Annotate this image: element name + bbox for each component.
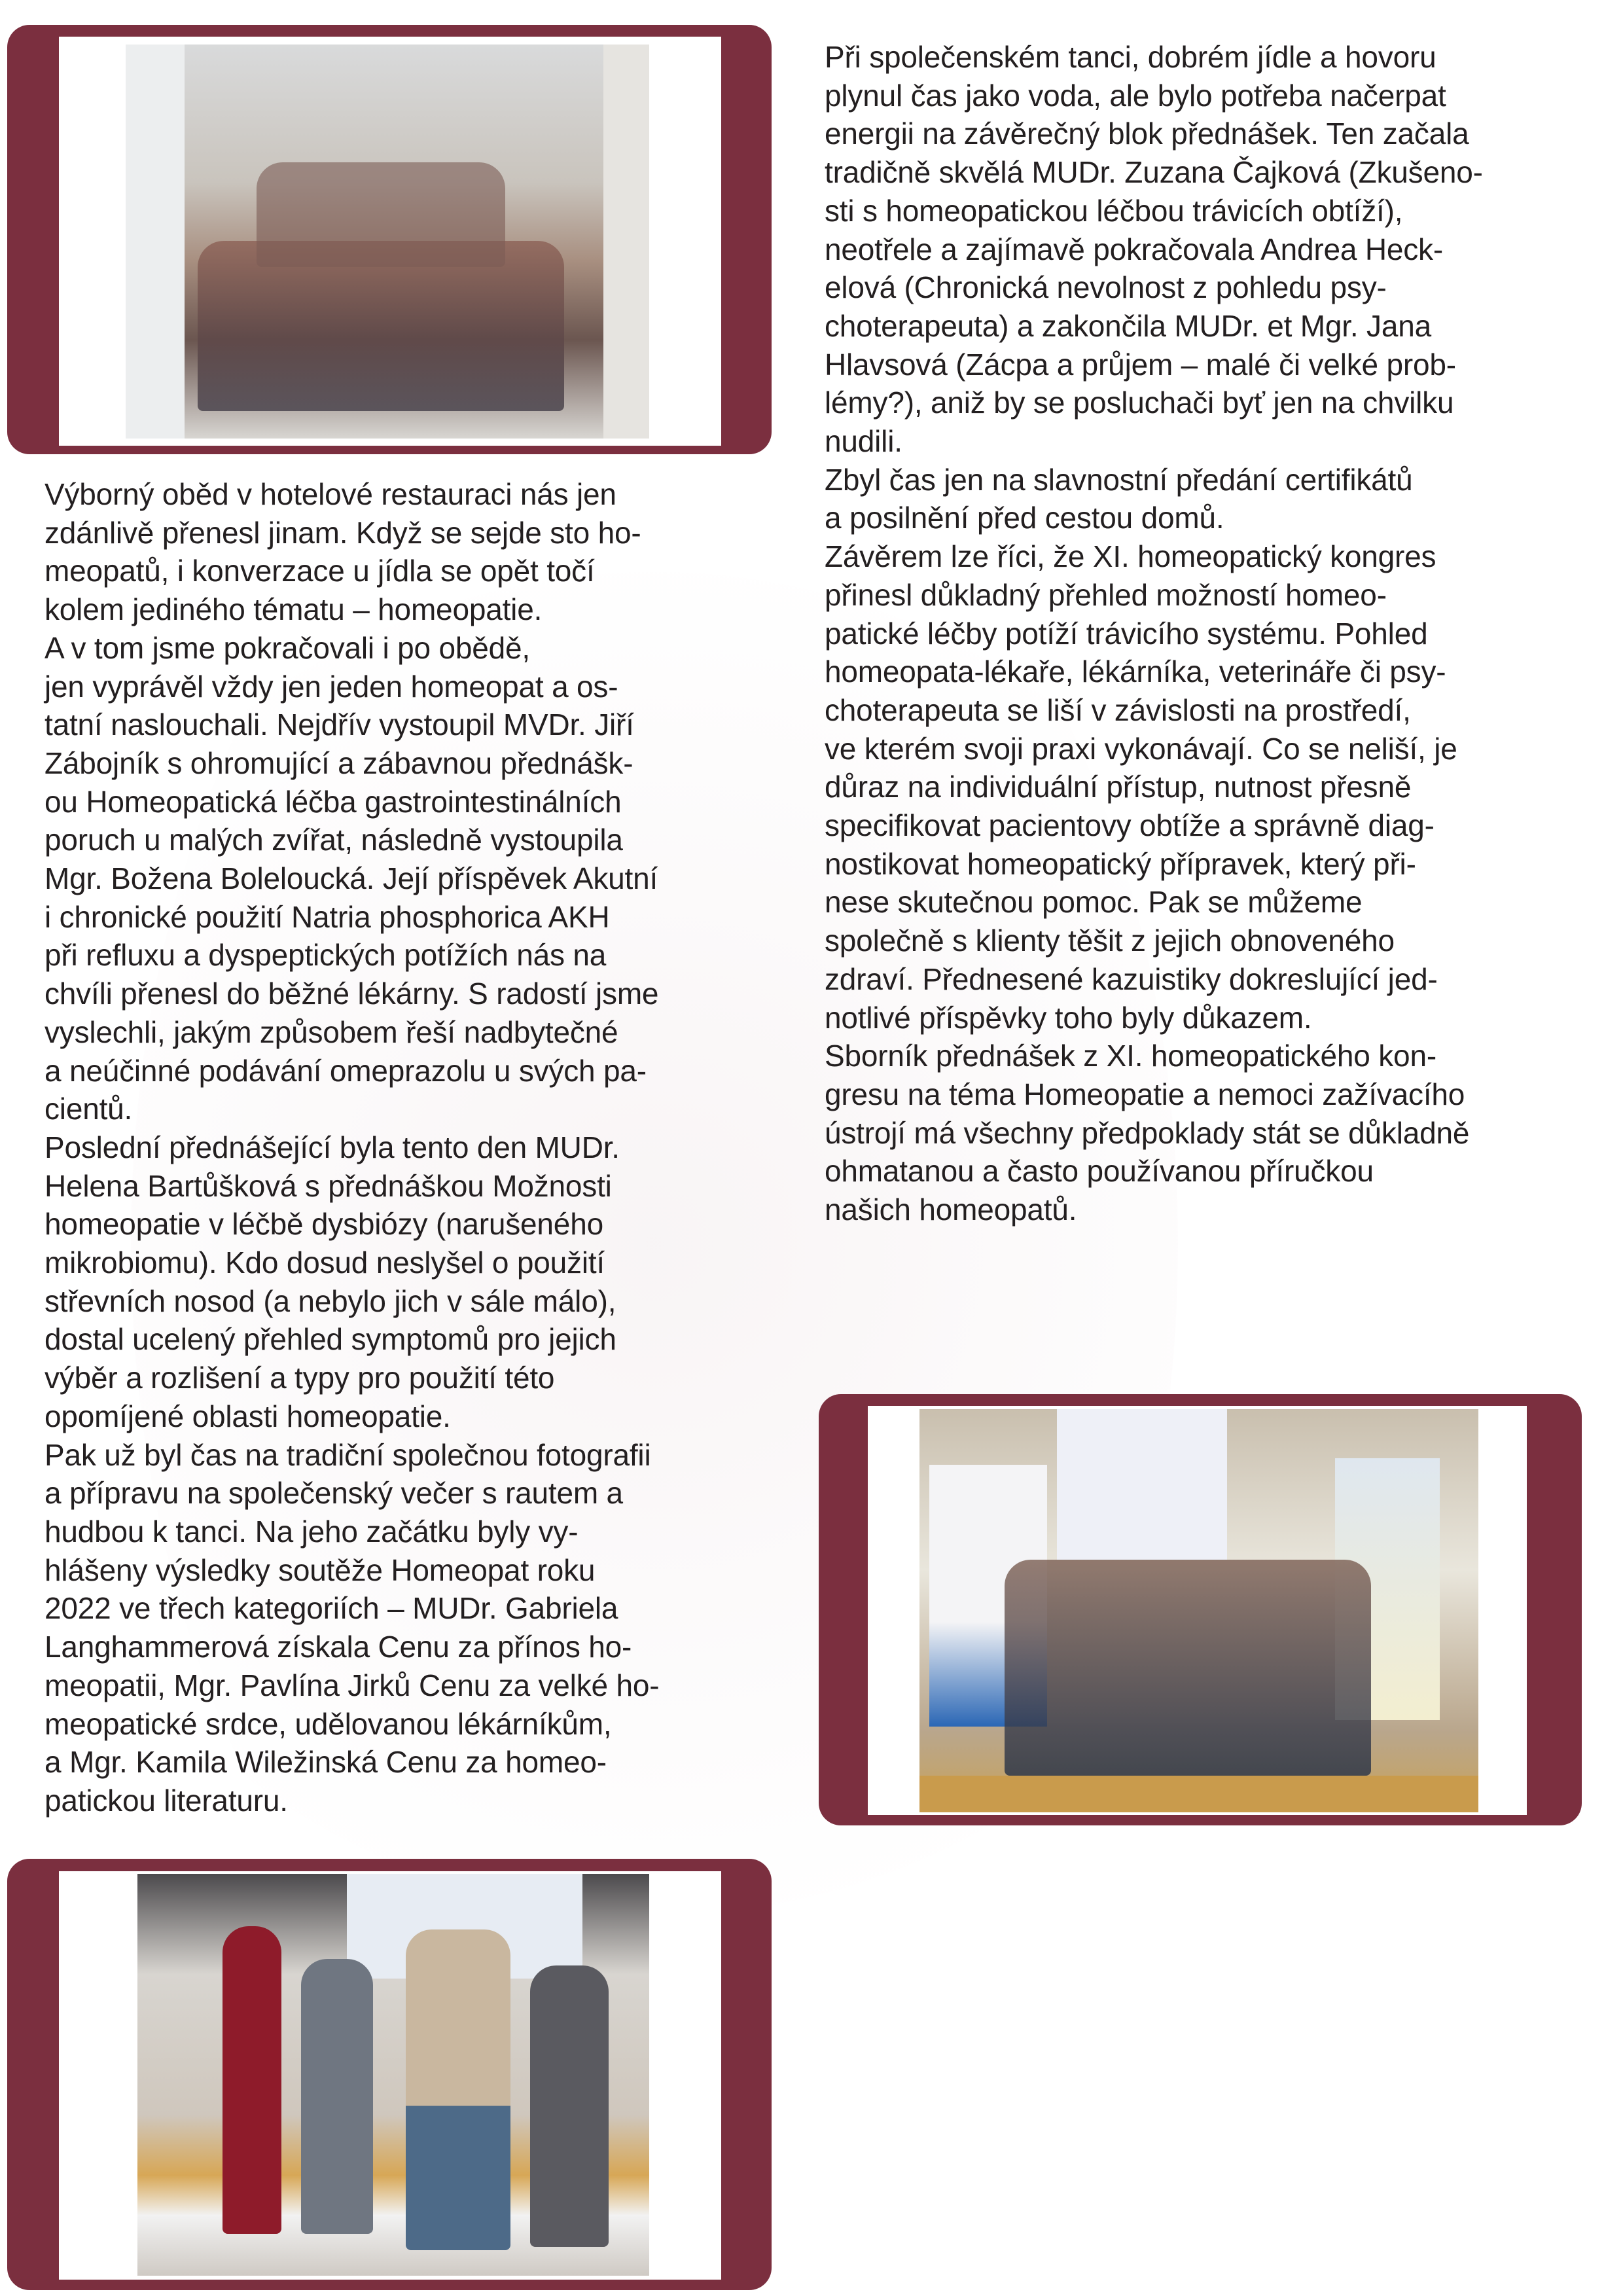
text-line: specifikovat pacientovy obtíže a správně diag- xyxy=(825,808,1435,843)
text-line: ústrojí má všechny předpoklady stát se důkladně xyxy=(825,1115,1470,1150)
text-line: i chronické použití Natria phosphorica AKH xyxy=(45,899,610,934)
text-line: lémy?), aniž by se posluchači byť jen na chvilku xyxy=(825,386,1454,420)
text-line: a Mgr. Kamila Wiležinská Cenu za homeo- xyxy=(45,1745,607,1780)
text-line: cientů. xyxy=(45,1092,133,1126)
text-line: meopatů, i konverzace u jídla se opět točí xyxy=(45,554,595,588)
text-line: ve kterém svoji praxi vykonávají. Co se neliší, je xyxy=(825,731,1457,766)
article-left-column xyxy=(45,475,659,1820)
text-line: sti s homeopatickou léčbou trávicích obtíží), xyxy=(825,193,1403,228)
text-line: Zábojník s ohromující a zábavnou přednášk- xyxy=(45,745,633,780)
group-photo-staircase xyxy=(126,45,649,439)
text-line: tradičně skvělá MUDr. Zuzana Čajková (Zkušeno- xyxy=(825,155,1483,190)
text-line: hudbou k tanci. Na jeho začátku byly vy- xyxy=(45,1514,579,1549)
text-line: našich homeopatů. xyxy=(825,1193,1077,1227)
text-line: nese skutečnou pomoc. Pak se můžeme xyxy=(825,885,1363,920)
text-line: společně s klienty těšit z jejich obnoveného xyxy=(825,924,1395,958)
text-line: homeopatie v léčbě dysbiózy (narušeného xyxy=(45,1207,603,1242)
text-line: Langhammerová získala Cenu za přínos ho- xyxy=(45,1630,632,1664)
text-line: neotřele a zajímavě pokračovala Andrea Heck- xyxy=(825,232,1443,266)
text-line: choterapeuta) a zakončila MUDr. et Mgr. Jana xyxy=(825,308,1431,343)
text-line: gresu na téma Homeopatie a nemoci zažívacího xyxy=(825,1077,1465,1111)
text-line: tatní naslouchali. Nejdřív vystoupil MVDr. Jiří xyxy=(45,708,634,742)
photo-frame-right xyxy=(819,1394,1582,1825)
text-line: opomíjené oblasti homeopatie. xyxy=(45,1399,451,1433)
text-line: notlivé příspěvky toho byly důkazem. xyxy=(825,1000,1312,1035)
text-line: důraz na individuální přístup, nutnost přesně xyxy=(825,770,1412,804)
text-line: homeopata-lékaře, lékárníka, veterináře či psy- xyxy=(825,655,1446,689)
text-line: hlášeny výsledky soutěže Homeopat roku xyxy=(45,1552,596,1587)
text-line: kolem jediného tématu – homeopatie. xyxy=(45,592,543,627)
text-line: střevních nosod (a nebylo jich v sále málo), xyxy=(45,1283,616,1318)
text-line: Poslední přednášející byla tento den MUDr. xyxy=(45,1130,620,1164)
text-line: Závěrem lze říci, že XI. homeopatický kongres xyxy=(825,539,1436,574)
award-winners-photo xyxy=(137,1874,649,2276)
text-line: 2022 ve třech kategoriích – MUDr. Gabriela xyxy=(45,1591,618,1626)
text-line: a přípravu na společenský večer s rautem a xyxy=(45,1476,623,1511)
text-line: choterapeuta se liší v závislosti na prostředí, xyxy=(825,692,1411,727)
group-photo-stage xyxy=(919,1409,1478,1812)
text-line: jen vyprávěl vždy jen jeden homeopat a os- xyxy=(45,669,618,704)
text-line: plynul čas jako voda, ale bylo potřeba načerpat xyxy=(825,78,1446,113)
text-line: dostal ucelený přehled symptomů pro jejich xyxy=(45,1322,616,1357)
text-line: ohmatanou a často používanou příručkou xyxy=(825,1154,1374,1189)
text-line: nudili. xyxy=(825,424,902,459)
text-line: patické léčby potíží trávicího systému. Pohled xyxy=(825,616,1428,651)
text-line: a neúčinné podávání omeprazolu u svých pa- xyxy=(45,1053,647,1088)
text-line: při refluxu a dyspeptických potížích nás na xyxy=(45,938,607,973)
text-line: Sborník přednášek z XI. homeopatického kon- xyxy=(825,1039,1436,1073)
text-line: výběr a rozlišení a typy pro použití této xyxy=(45,1361,555,1395)
text-line: Mgr. Božena Boleloucká. Její příspěvek Akutní xyxy=(45,861,658,896)
text-line: zdraví. Přednesené kazuistiky dokreslující jed- xyxy=(825,961,1438,996)
text-line: poruch u malých zvířat, následně vystoupila xyxy=(45,823,623,857)
text-line: a posilnění před cestou domů. xyxy=(825,501,1224,535)
text-line: chvíli přenesl do běžné lékárny. S radostí jsme xyxy=(45,977,659,1011)
text-line: Helena Bartůšková s přednáškou Možnosti xyxy=(45,1168,612,1203)
text-line: meopatické srdce, udělovanou lékárníkům, xyxy=(45,1706,612,1741)
text-line: Zbyl čas jen na slavnostní předání certifikátů xyxy=(825,462,1413,497)
text-line: A v tom jsme pokračovali i po obědě, xyxy=(45,630,530,665)
text-line: patickou literaturu. xyxy=(45,1783,288,1818)
text-line: ou Homeopatická léčba gastrointestinálních xyxy=(45,784,622,819)
text-line: elová (Chronická nevolnost z pohledu psy- xyxy=(825,270,1387,305)
text-line: energii na závěrečný blok přednášek. Ten začala xyxy=(825,117,1469,151)
text-line: Při společenském tanci, dobrém jídle a hovoru xyxy=(825,40,1436,74)
article-right-column xyxy=(825,38,1483,1229)
text-line: nostikovat homeopatický přípravek, který při- xyxy=(825,846,1416,881)
text-line: Pak už byl čas na tradiční společnou fotografii xyxy=(45,1437,651,1472)
text-line: Hlavsová (Zácpa a průjem – malé či velké prob- xyxy=(825,347,1456,382)
text-line: mikrobiomu). Kdo dosud neslyšel o použití xyxy=(45,1246,605,1280)
text-line: přinesl důkladný přehled možností homeo- xyxy=(825,577,1387,612)
text-line: vyslechli, jakým způsobem řeší nadbytečné xyxy=(45,1014,618,1049)
text-line: Výborný oběd v hotelové restauraci nás jen xyxy=(45,477,616,511)
text-line: zdánlivě přenesl jinam. Když se sejde sto ho- xyxy=(45,515,641,550)
text-line: meopatii, Mgr. Pavlína Jirků Cenu za velké ho- xyxy=(45,1668,660,1702)
photo-frame-top-left xyxy=(7,25,772,454)
photo-frame-bottom-left xyxy=(7,1859,772,2290)
